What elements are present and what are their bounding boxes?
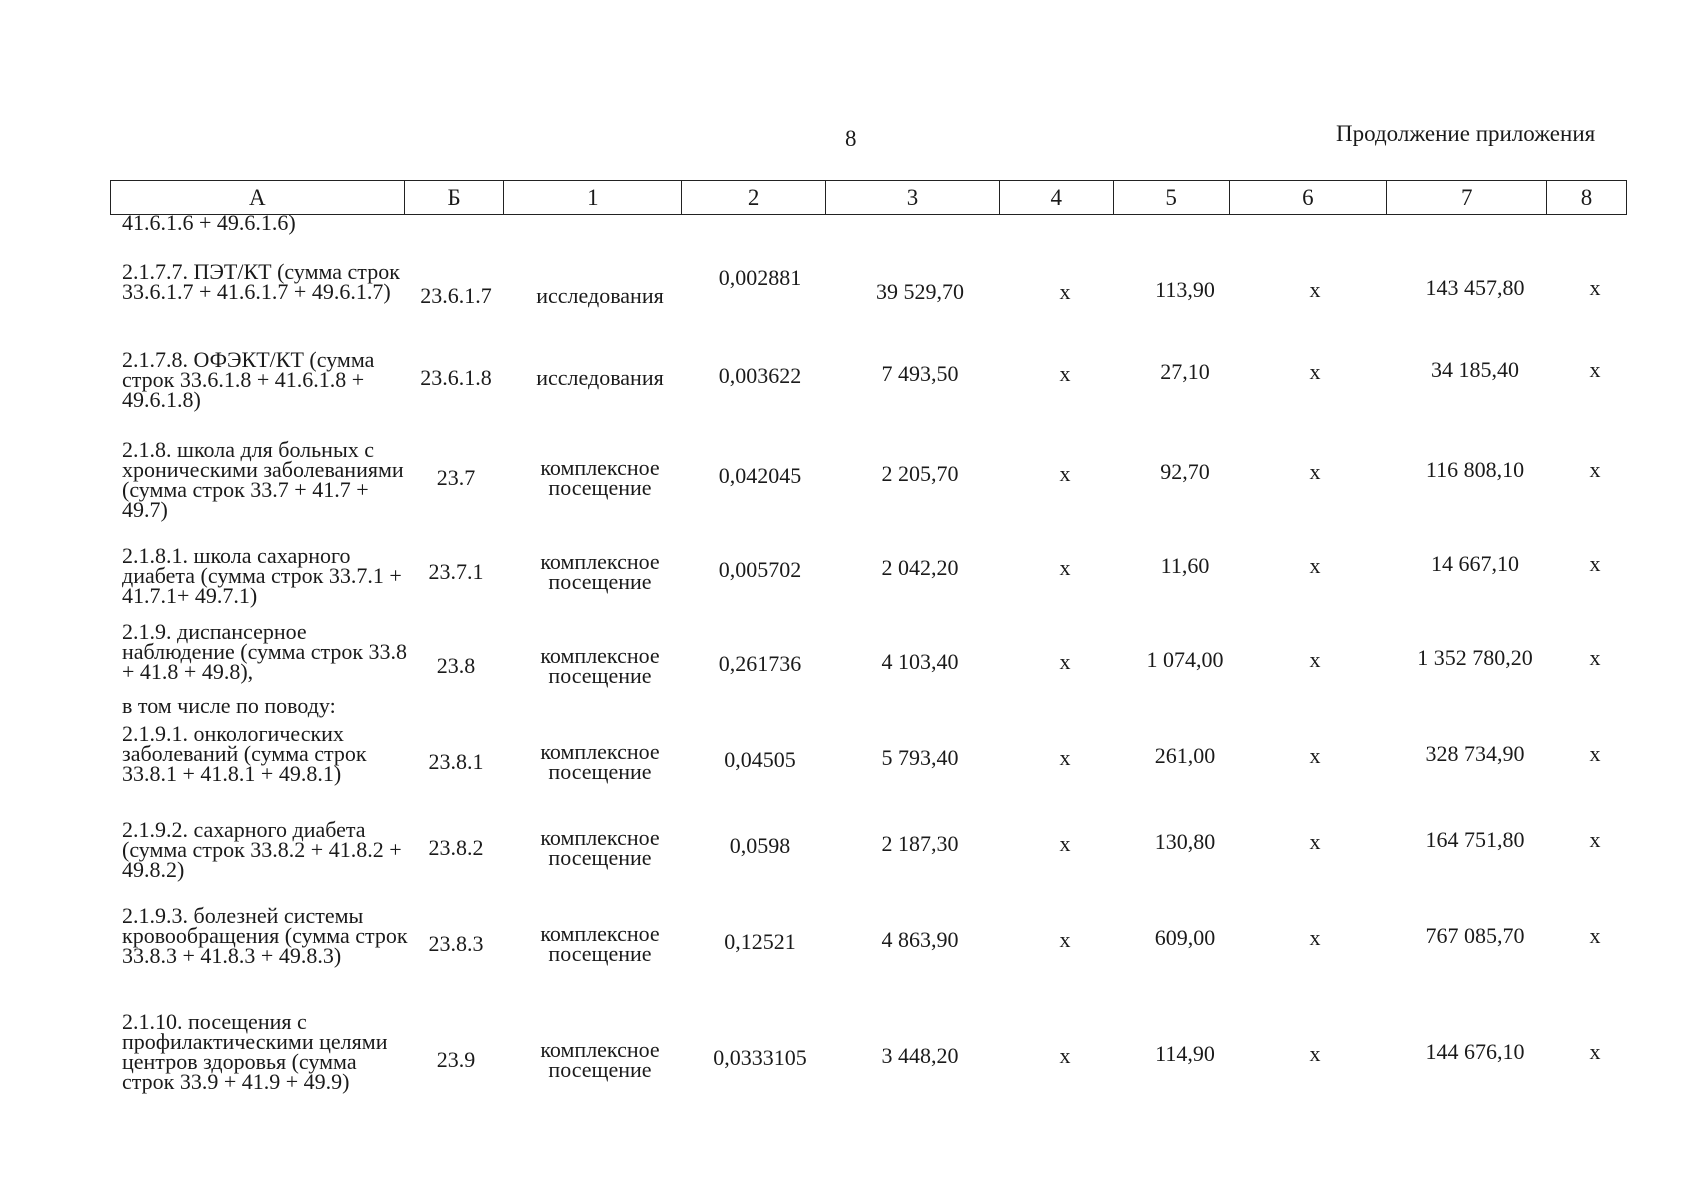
- continuation-label: Продолжение приложения: [1336, 121, 1596, 146]
- row-value-8: х: [1589, 457, 1601, 482]
- row-value-2: 0,12521: [724, 929, 796, 954]
- row-value-4: х: [1059, 745, 1071, 770]
- row-value-4: х: [1059, 361, 1071, 386]
- row-value-3: 4 863,90: [881, 927, 959, 952]
- header-cell-8: 8: [1580, 185, 1593, 210]
- row-unit: исследования: [536, 365, 664, 390]
- row-value-6: х: [1309, 647, 1321, 672]
- row-value-2: 0,002881: [718, 265, 802, 290]
- row-value-7: 34 185,40: [1431, 357, 1519, 382]
- row-value-7: 1 352 780,20: [1417, 645, 1533, 670]
- row-name: 2.1.9.2. сахарного диабета (сумма строк 33.8.2 + 41.8.2 + 49.8.2): [122, 817, 402, 882]
- row-value-6: х: [1309, 925, 1321, 950]
- row-value-8: х: [1589, 827, 1601, 852]
- row-name: 2.1.7.7. ПЭТ/КТ (сумма строк 33.6.1.7 + 41.6.1.7 + 49.6.1.7): [122, 259, 400, 304]
- row-value-8: х: [1589, 275, 1601, 300]
- row-code: 23.9: [436, 1047, 476, 1072]
- row-name: 2.1.9.1. онкологических заболеваний (сумма строк 33.8.1 + 41.8.1 + 49.8.1): [122, 721, 367, 786]
- row-code: 23.7: [436, 465, 476, 490]
- row-value-8: х: [1589, 923, 1601, 948]
- table-header: [110, 180, 1627, 215]
- row-code: 23.8: [436, 653, 476, 678]
- row-name: 2.1.9.3. болезней системы кровообращения (сумма строк 33.8.3 + 41.8.3 + 49.8.3): [122, 903, 408, 968]
- row-name: 2.1.10. посещения с профилактическими целями центров здоровья (сумма строк 33.9 + 41.9 + 49.9): [122, 1009, 388, 1094]
- row-value-7: 116 808,10: [1425, 457, 1525, 482]
- header-cell-4: 4: [1000, 181, 1114, 214]
- row-value-4: х: [1059, 831, 1071, 856]
- header-cell-b: Б: [405, 181, 505, 214]
- row-value-7: 164 751,80: [1425, 827, 1525, 852]
- row-value-5: 113,90: [1155, 277, 1215, 302]
- row-value-7: 143 457,80: [1425, 275, 1525, 300]
- row-value-2: 0,0598: [729, 833, 791, 858]
- row-value-7: 328 734,90: [1425, 741, 1525, 766]
- header-cell-2: 2: [682, 181, 826, 214]
- row-value-6: х: [1309, 277, 1321, 302]
- row-unit: комплексное посещение: [540, 549, 660, 594]
- row-value-5: 261,00: [1154, 743, 1216, 768]
- row-value-8: х: [1589, 645, 1601, 670]
- row-unit: комплексное посещение: [540, 1037, 660, 1082]
- row-code: 23.7.1: [428, 559, 484, 584]
- row-value-4: х: [1059, 555, 1071, 580]
- row-value-2: 0,005702: [718, 557, 802, 582]
- row-value-3: 2 205,70: [881, 461, 959, 486]
- row-value-7: 14 667,10: [1431, 551, 1519, 576]
- row-value-4: х: [1059, 279, 1071, 304]
- row-code: 23.8.2: [428, 835, 484, 860]
- row-value-2: 0,04505: [724, 747, 796, 772]
- header-cell-1: 1: [504, 181, 682, 214]
- row-unit: комплексное посещение: [540, 739, 660, 784]
- row-value-5: 609,00: [1154, 925, 1216, 950]
- row-unit: комплексное посещение: [540, 825, 660, 870]
- header-cell-7: 7: [1387, 181, 1547, 214]
- row-value-5: 11,60: [1160, 553, 1210, 578]
- row-value-3: 4 103,40: [881, 649, 959, 674]
- row-value-6: х: [1309, 553, 1321, 578]
- row-value-3: 3 448,20: [881, 1043, 959, 1068]
- header-cell-6: 6: [1230, 181, 1388, 214]
- row-value-6: х: [1309, 829, 1321, 854]
- row-value-6: х: [1309, 1041, 1321, 1066]
- page-number: 8: [845, 126, 857, 151]
- row-value-2: 0,042045: [718, 463, 802, 488]
- header-cell-5: 5: [1114, 181, 1230, 214]
- row-unit: комплексное посещение: [540, 455, 660, 500]
- row-value-4: х: [1059, 927, 1071, 952]
- row-value-6: х: [1309, 359, 1321, 384]
- row-value-5: 130,80: [1154, 829, 1216, 854]
- row-value-3: 7 493,50: [881, 361, 959, 386]
- row-value-5: 1 074,00: [1146, 647, 1224, 672]
- row-value-3: 2 042,20: [881, 555, 959, 580]
- row-code: 23.6.1.8: [420, 365, 492, 390]
- row-code: 23.6.1.7: [420, 283, 492, 308]
- row-unit: исследования: [536, 283, 664, 308]
- row-value-3: 5 793,40: [881, 745, 959, 770]
- row-value-6: х: [1309, 459, 1321, 484]
- row-value-2: 0,261736: [718, 651, 802, 676]
- row-value-8: х: [1589, 357, 1601, 382]
- row-value-7: 767 085,70: [1425, 923, 1525, 948]
- row-value-8: х: [1589, 741, 1601, 766]
- subheading-text: в том числе по поводу:: [122, 693, 336, 718]
- row-value-4: х: [1059, 649, 1071, 674]
- row-name: 2.1.9. диспансерное наблюдение (сумма строк 33.8 + 41.8 + 49.8),: [122, 619, 408, 684]
- row-value-5: 27,10: [1160, 359, 1210, 384]
- row-value-4: х: [1059, 461, 1071, 486]
- row-value-8: х: [1589, 551, 1601, 576]
- row-value-3: 2 187,30: [881, 831, 959, 856]
- row-unit: комплексное посещение: [540, 921, 660, 966]
- row-value-3: 39 529,70: [876, 279, 964, 304]
- row-value-5: 92,70: [1160, 459, 1210, 484]
- header-cell-a: А: [111, 181, 405, 214]
- carry-over-text: 41.6.1.6 + 49.6.1.6): [122, 210, 296, 235]
- row-value-4: х: [1059, 1043, 1071, 1068]
- row-value-2: 0,0333105: [713, 1045, 807, 1070]
- row-code: 23.8.1: [428, 749, 484, 774]
- row-value-2: 0,003622: [718, 363, 802, 388]
- row-code: 23.8.3: [428, 931, 484, 956]
- row-name: 2.1.7.8. ОФЭКТ/КТ (сумма строк 33.6.1.8 + 41.6.1.8 + 49.6.1.8): [122, 347, 375, 412]
- row-unit: комплексное посещение: [540, 643, 660, 688]
- row-name: 2.1.8. школа для больных с хроническими заболеваниями (сумма строк 33.7 + 41.7 + 49.7): [122, 437, 404, 522]
- row-value-6: х: [1309, 743, 1321, 768]
- row-value-8: х: [1589, 1039, 1601, 1064]
- row-value-5: 114,90: [1155, 1041, 1215, 1066]
- header-cell-3: 3: [826, 181, 1000, 214]
- row-value-7: 144 676,10: [1425, 1039, 1525, 1064]
- row-name: 2.1.8.1. школа сахарного диабета (сумма строк 33.7.1 + 41.7.1+ 49.7.1): [122, 543, 402, 608]
